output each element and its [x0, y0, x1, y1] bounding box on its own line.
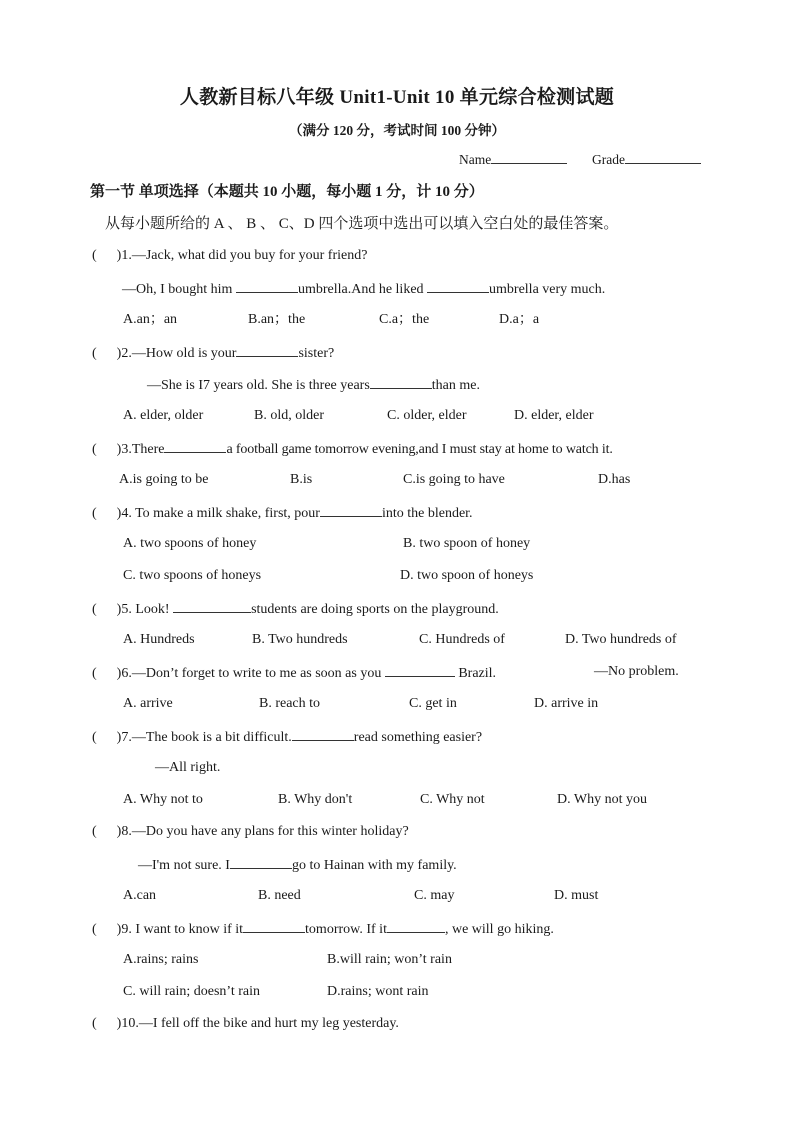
grade-label: Grade — [591, 152, 625, 167]
q1-reply-text-c: umbrella very much. — [489, 282, 606, 297]
q10-prompt: )10.—I fell off the bike and hurt my leg yesterday. — [116, 1016, 399, 1031]
q7-reply: —All right. — [155, 760, 221, 775]
q3-option-b[interactable]: B.is — [290, 472, 313, 487]
q8-option-b[interactable]: B. need — [258, 888, 301, 903]
q7-option-b[interactable]: B. Why don't — [278, 792, 353, 807]
q2-option-b[interactable]: B. old, older — [254, 408, 324, 423]
q9-prompt-a: )9. I want to know if it — [116, 922, 244, 937]
q7-option-c[interactable]: C. Why not — [420, 792, 485, 807]
q1-option-b[interactable]: B.an；the — [248, 312, 306, 327]
q4-option-a[interactable]: A. two spoons of honey — [123, 536, 257, 551]
q6-option-d[interactable]: D. arrive in — [534, 696, 599, 711]
q9-prompt-c: , we will go hiking. — [444, 922, 554, 937]
q9-blank-1[interactable] — [243, 919, 305, 933]
question-1 — [92, 247, 712, 265]
question-4 — [92, 503, 473, 523]
q5-option-b[interactable]: B. Two hundreds — [252, 632, 348, 647]
q2-prompt-a: )2.—How old is your — [116, 346, 237, 361]
q5-option-d[interactable]: D. Two hundreds of — [565, 632, 677, 647]
q6-blank-1[interactable] — [385, 663, 455, 677]
q7-prompt-a: )7.—The book is a bit difficult. — [116, 730, 292, 745]
answer-paren[interactable]: ( — [92, 248, 97, 263]
q4-option-b[interactable]: B. two spoon of honey — [403, 536, 531, 551]
section-heading: 第一节 单项选择（本题共 10 小题，每小题 1 分，计 10 分） — [90, 184, 484, 200]
answer-paren[interactable]: ( — [92, 824, 97, 839]
q8-blank-1[interactable] — [230, 855, 292, 869]
q1-reply — [122, 279, 605, 299]
q5-prompt-b: students are doing sports on the playground. — [251, 602, 499, 617]
q5-prompt-a: )5. Look! — [116, 602, 174, 617]
q8-reply — [138, 855, 457, 875]
section-instruction: 从每小题所给的 A 、 B 、 C、D 四个选项中选出可以填入空白处的最佳答案。 — [105, 216, 619, 232]
q9-blank-2[interactable] — [387, 919, 445, 933]
q4-option-c[interactable]: C. two spoons of honeys — [123, 568, 262, 583]
answer-paren[interactable]: ( — [92, 442, 97, 457]
page-title: 人教新目标八年级 Unit1-Unit 10 单元综合检测试题 — [179, 87, 615, 108]
answer-paren[interactable]: ( — [92, 922, 97, 937]
q6-reply: —No problem. — [594, 664, 679, 679]
name-label: Name — [459, 152, 492, 167]
q6-option-b[interactable]: B. reach to — [259, 696, 321, 711]
q4-prompt-b: into the blender. — [381, 506, 473, 521]
answer-paren[interactable]: ( — [92, 730, 97, 745]
q8-reply-text-b: go to Hainan with my family. — [291, 858, 457, 873]
question-5 — [92, 599, 499, 619]
question-8 — [92, 823, 409, 841]
q8-option-a[interactable]: A.can — [123, 888, 157, 903]
q2-reply — [147, 375, 480, 395]
q3-prompt-b: a football game tomorrow evening,and I must stay at home to watch it. — [226, 442, 613, 457]
q8-option-c[interactable]: C. may — [414, 888, 455, 903]
q9-option-d[interactable]: D.rains; wont rain — [327, 984, 429, 999]
q8-prompt: )8.—Do you have any plans for this winter holiday? — [116, 824, 409, 839]
question-9 — [92, 919, 554, 939]
q2-option-c[interactable]: C. older, elder — [387, 408, 467, 423]
q4-prompt-a: )4. To make a milk shake, first, pour — [116, 506, 320, 521]
q9-prompt-b: tomorrow. If it — [305, 922, 387, 937]
q3-option-a[interactable]: A.is going to be — [119, 472, 209, 487]
q1-option-d[interactable]: D.a；a — [499, 312, 540, 327]
q5-option-a[interactable]: A. Hundreds — [123, 632, 195, 647]
q1-prompt: )1.—Jack, what did you buy for your friend? — [116, 248, 368, 263]
q9-option-a[interactable]: A.rains; rains — [123, 952, 199, 967]
q8-reply-text-a: —I'm not sure. I — [138, 858, 230, 873]
q7-option-d[interactable]: D. Why not you — [557, 792, 647, 807]
q6-prompt-a: )6.—Don’t forget to write to me as soon as you — [116, 666, 385, 681]
question-6 — [92, 663, 496, 683]
q9-option-b[interactable]: B.will rain; won’t rain — [327, 952, 452, 967]
question-7 — [92, 727, 482, 747]
q1-reply-text-a: —Oh, I bought him — [122, 282, 236, 297]
q2-reply-text-b: than me. — [431, 378, 481, 393]
q2-blank-2[interactable] — [370, 375, 432, 389]
q9-option-c[interactable]: C. will rain; doesn’t rain — [123, 984, 260, 999]
answer-paren[interactable]: ( — [92, 506, 97, 521]
answer-paren[interactable]: ( — [92, 666, 97, 681]
q2-option-d[interactable]: D. elder, elder — [514, 408, 594, 423]
answer-paren[interactable]: ( — [92, 346, 97, 361]
answer-paren[interactable]: ( — [92, 1016, 97, 1031]
q7-prompt-b: read something easier? — [353, 730, 483, 745]
answer-paren[interactable]: ( — [92, 602, 97, 617]
question-10 — [92, 1015, 399, 1033]
q3-option-d[interactable]: D.has — [598, 472, 631, 487]
exam-info: （满分 120 分，考试时间 100 分钟） — [289, 123, 505, 138]
q4-option-d[interactable]: D. two spoon of honeys — [400, 568, 534, 583]
q5-option-c[interactable]: C. Hundreds of — [419, 632, 505, 647]
q6-prompt-b: Brazil. — [454, 666, 497, 681]
q7-blank-1[interactable] — [292, 727, 354, 741]
q1-blank-2[interactable] — [427, 279, 489, 293]
q4-blank-1[interactable] — [320, 503, 382, 517]
q6-option-c[interactable]: C. get in — [409, 696, 457, 711]
q1-option-a[interactable]: A.an；an — [123, 312, 178, 327]
q3-blank-1[interactable] — [164, 439, 226, 453]
q7-option-a[interactable]: A. Why not to — [123, 792, 203, 807]
q1-option-c[interactable]: C.a；the — [379, 312, 430, 327]
q8-option-d[interactable]: D. must — [554, 888, 599, 903]
grade-blank[interactable] — [625, 151, 701, 164]
q2-reply-text-a: —She is I7 years old. She is three years — [147, 378, 370, 393]
q1-blank-1[interactable] — [236, 279, 298, 293]
q5-blank-1[interactable] — [173, 599, 251, 613]
q6-option-a[interactable]: A. arrive — [123, 696, 173, 711]
q2-prompt-b: sister? — [298, 346, 335, 361]
q3-prompt-a: )3.There — [116, 442, 165, 457]
q3-option-c[interactable]: C.is going to have — [403, 472, 505, 487]
question-3 — [92, 439, 613, 459]
q2-blank-1[interactable] — [236, 343, 298, 357]
name-grade-row — [459, 151, 701, 168]
name-blank[interactable] — [491, 151, 567, 164]
q1-reply-text-b: umbrella.And he liked — [297, 282, 428, 297]
question-2 — [92, 343, 334, 363]
q2-option-a[interactable]: A. elder, older — [123, 408, 204, 423]
